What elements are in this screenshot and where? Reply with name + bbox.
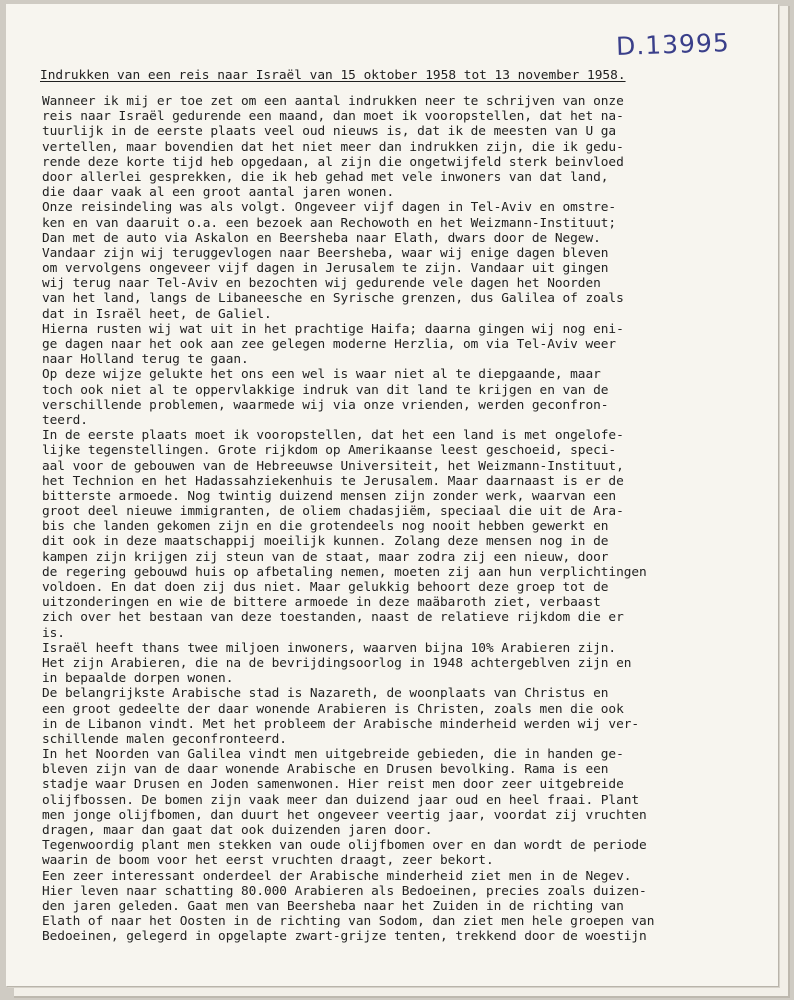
text-line: dat in Israël heet, de Galiel. — [42, 306, 272, 322]
text-line: In het Noorden van Galilea vindt men uitgebreide gebieden, die in handen ge- — [42, 747, 624, 763]
text-line: schillende malen geconfronteerd. — [42, 731, 287, 747]
text-line: bleven zijn van de daar wonende Arabische en Drusen bevolking. Rama is een — [42, 762, 609, 778]
text-line: den jaren geleden. Gaat men van Beersheba naar het Zuiden in de richting van — [42, 898, 624, 914]
text-line: aal voor de gebouwen van de Hebreeuwse Universiteit, het Weizmann-Instituut, — [42, 458, 624, 474]
text-line: De belangrijkste Arabische stad is Nazareth, de woonplaats van Christus en — [42, 686, 609, 702]
document-body — [42, 94, 654, 945]
text-line: Israël heeft thans twee miljoen inwoners, waarven bijna 10% Arabieren zijn. — [42, 640, 617, 656]
catalog-number: D.13995 — [615, 28, 731, 61]
text-line: Dan met de auto via Askalon en Beersheba naar Elath, dwars door de Negew. — [42, 230, 601, 246]
text-line: bitterste armoede. Nog twintig duizend mensen zijn zonder werk, waarvan een — [42, 488, 617, 504]
text-line: in bepaalde dorpen wonen. — [42, 671, 234, 687]
text-line: Wanneer ik mij er toe zet om een aantal indrukken neer te schrijven van onze — [42, 94, 624, 109]
text-line: Een zeer interessant onderdeel der Arabische minderheid ziet men in de Negev. — [42, 868, 632, 884]
text-line: wij terug naar Tel-Aviv en bezochten wij gedurende vele dagen het Noorden — [42, 276, 601, 292]
text-line: kampen zijn krijgen zij steun van de staat, maar zodra zij een nieuw, door — [42, 549, 609, 565]
text-line: van het land, langs de Libaneesche en Syrische grenzen, dus Galilea of zoals — [42, 291, 624, 307]
text-line: Elath of naar het Oosten in de richting van Sodom, dan ziet men hele groepen van — [42, 914, 655, 930]
text-line: het Technion en het Hadassahziekenhuis te Jerusalem. Maar daarnaast is er de — [42, 473, 624, 489]
text-line: stadje waar Drusen en Joden samenwonen. Hier reist men door zeer uitgebreide — [42, 777, 624, 793]
text-line: waarin de boom voor het eerst vruchten draagt, zeer bekort. — [42, 853, 494, 869]
text-line: is. — [42, 625, 65, 641]
text-line: om vervolgens ongeveer vijf dagen in Jerusalem te zijn. Vandaar uit gingen — [42, 261, 609, 277]
text-line: Hier leven naar schatting 80.000 Arabieren als Bedoeinen, precies zoals duizen- — [42, 883, 647, 899]
text-line: Op deze wijze gelukte het ons een wel is waar niet al te diepgaande, maar — [42, 367, 601, 383]
text-line: de regering gebouwd huis op afbetaling nemen, moeten zij aan hun verplichtingen — [42, 564, 647, 580]
text-line: rende deze korte tijd heb opgedaan, al zijn die ongetwijfeld sterk beinvloed — [42, 154, 624, 170]
document-page — [6, 4, 778, 986]
text-line: Onze reisindeling was als volgt. Ongeveer vijf dagen in Tel-Aviv en omstre- — [42, 200, 617, 216]
text-line: In de eerste plaats moet ik vooropstellen, dat het een land is met ongelofe- — [42, 428, 624, 444]
text-line: reis naar Israël gedurende een maand, dan moet ik vooropstellen, dat het na- — [42, 109, 624, 125]
text-line: naar Holland terug te gaan. — [42, 352, 249, 368]
text-line: in de Libanon vindt. Met het probleem der Arabische minderheid werden wij ver- — [42, 716, 640, 732]
text-line: tuurlijk in de eerste plaats veel oud nieuws is, dat ik de meesten van U ga — [42, 124, 617, 140]
text-line: dit ook in deze maatschappij moeilijk kunnen. Zolang deze mensen nog in de — [42, 534, 609, 550]
text-line: door allerlei gesprekken, die ik heb gehad met vele inwoners van dat land, — [42, 169, 609, 185]
text-line: Bedoeinen, gelegerd in opgelapte zwart-grijze tenten, trekkend door de woestijn — [42, 929, 647, 945]
text-line: die daar vaak al een groot aantal jaren wonen. — [42, 185, 395, 201]
text-line: uitzonderingen en wie de bittere armoede in deze maäbaroth ziet, verbaast — [42, 595, 601, 611]
text-line: teerd. — [42, 412, 88, 428]
text-line: ge dagen naar het ook aan zee gelegen moderne Herzlia, om via Tel-Aviv weer — [42, 337, 617, 352]
text-line: ken en van daaruit o.a. een bezoek aan Rechowoth en het Weizmann-Instituut; — [42, 215, 617, 231]
text-line: Het zijn Arabieren, die na de bevrijdingsoorlog in 1948 achtergeblven zijn en — [42, 655, 632, 671]
text-line: groot deel nieuwe immigranten, de oliem chadasjiëm, speciaal die uit de Ara- — [42, 504, 624, 520]
text-line: voldoen. En dat doen zij dus niet. Maar gelukkig behoort deze groep tot de — [42, 580, 609, 595]
text-line: toch ook niet al te oppervlakkige indruk van dit land te krijgen en van de — [42, 382, 609, 398]
text-line: dragen, maar dan gaat dat ook duizenden jaren door. — [42, 823, 433, 838]
text-line: bis che landen gekomen zijn en die grotendeels nog nooit hebben gewerkt en — [42, 519, 609, 535]
text-line: vertellen, maar bovendien dat het niet meer dan indrukken zijn, die ik gedu- — [42, 139, 624, 155]
text-line: lijke tegenstellingen. Grote rijkdom op Amerikaanse leest geschoeid, speci- — [42, 443, 617, 459]
text-line: zich over het bestaan van deze toestanden, naast de relatieve rijkdom die er — [42, 610, 624, 626]
text-line: Hierna rusten wij wat uit in het prachtige Haifa; daarna gingen wij nog eni- — [42, 321, 624, 337]
text-line: verschillende problemen, waarmede wij via onze vrienden, werden geconfron- — [42, 397, 609, 413]
text-line: men jonge olijfbomen, dan duurt het ongeveer veertig jaar, voordat zij vruchten — [42, 807, 647, 823]
text-line: olijfbossen. De bomen zijn vaak meer dan duizend jaar oud en heel fraai. Plant — [42, 792, 640, 808]
text-line: Vandaar zijn wij teruggevlogen naar Beersheba, waar wij enige dagen bleven — [42, 245, 609, 261]
text-line: Tegenwoordig plant men stekken van oude olijfbomen over en dan wordt de periode — [42, 838, 647, 854]
document-title: Indrukken van een reis naar Israël van 15 oktober 1958 tot 13 november 1958. — [40, 68, 626, 83]
text-line: een groot gedeelte der daar wonende Arabieren is Christen, zoals men die ook — [42, 701, 624, 717]
